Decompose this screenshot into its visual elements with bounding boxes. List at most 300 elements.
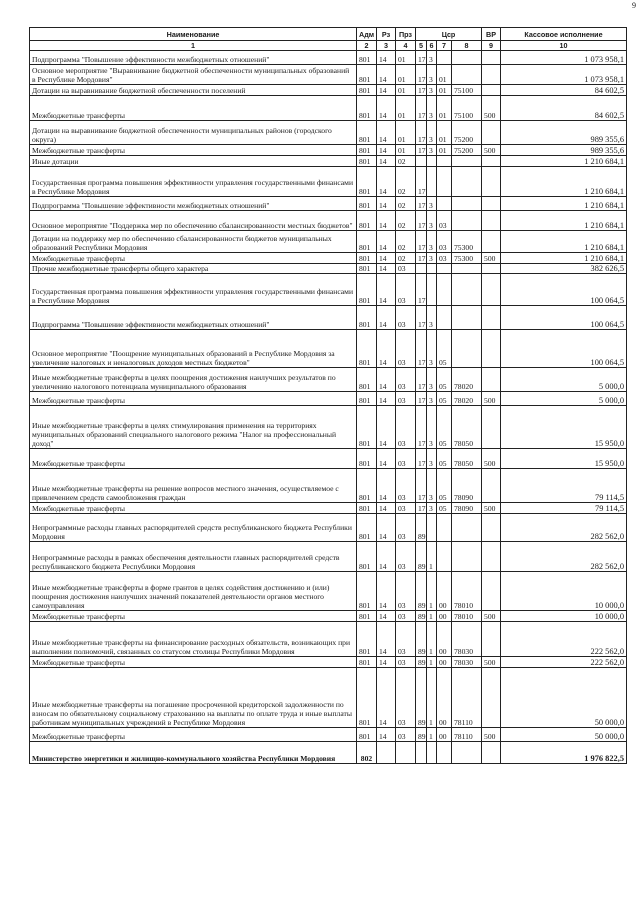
row-csr-program-cell: 17 xyxy=(416,121,427,145)
row-csr-subprogram-cell: 3 xyxy=(427,306,437,330)
row-prz-cell: 03 xyxy=(396,503,416,514)
row-name-cell: Межбюджетные трансферты xyxy=(30,728,357,742)
row-prz-cell: 03 xyxy=(396,572,416,611)
row-vr-cell: 500 xyxy=(482,392,501,406)
row-adm-cell: 801 xyxy=(357,622,377,657)
row-rz-cell: 14 xyxy=(377,274,396,306)
table-row xyxy=(30,742,627,764)
row-amount-cell: 15 950,0 xyxy=(501,406,627,449)
row-name-cell: Основное мероприятие "Выравнивание бюджетной обеспеченности муниципальных образований в Республике Мордовия" xyxy=(30,65,357,85)
row-csr-direction-cell xyxy=(452,65,482,85)
header-name: Наименование xyxy=(30,28,357,41)
row-adm-cell: 801 xyxy=(357,449,377,469)
table-row xyxy=(30,65,627,85)
table-row xyxy=(30,392,627,406)
row-adm-cell: 801 xyxy=(357,211,377,231)
row-csr-event-cell xyxy=(437,156,452,167)
row-rz-cell: 14 xyxy=(377,85,396,96)
row-rz-cell: 14 xyxy=(377,167,396,197)
row-name-cell: Государственная программа повышения эффективности управления государственными финансами в Республике Мордовия xyxy=(30,167,357,197)
row-csr-program-cell: 17 xyxy=(416,306,427,330)
row-csr-event-cell: 05 xyxy=(437,503,452,514)
row-csr-program-cell: 89 xyxy=(416,657,427,668)
row-csr-subprogram-cell: 1 xyxy=(427,668,437,728)
table-row xyxy=(30,657,627,668)
row-vr-cell xyxy=(482,668,501,728)
table-row xyxy=(30,85,627,96)
row-csr-event-cell xyxy=(437,306,452,330)
row-prz-cell: 03 xyxy=(396,368,416,392)
row-csr-event-cell xyxy=(437,274,452,306)
row-amount-cell: 1 210 684,1 xyxy=(501,167,627,197)
row-csr-direction-cell: 78050 xyxy=(452,449,482,469)
row-rz-cell xyxy=(377,742,396,764)
budget-execution-table xyxy=(29,27,627,764)
column-numbers-row xyxy=(30,41,627,51)
row-csr-program-cell: 17 xyxy=(416,406,427,449)
row-vr-cell xyxy=(482,85,501,96)
row-name-cell: Иные межбюджетные трансферты на финансирование расходных обязательств, возникающих при выполнении полномочий, связанных со статусом столицы Республики Мордовия xyxy=(30,622,357,657)
row-csr-subprogram-cell: 3 xyxy=(427,368,437,392)
row-prz-cell: 03 xyxy=(396,406,416,449)
row-rz-cell: 14 xyxy=(377,728,396,742)
row-rz-cell: 14 xyxy=(377,406,396,449)
row-amount-cell: 100 064,5 xyxy=(501,306,627,330)
row-csr-direction-cell xyxy=(452,542,482,572)
row-csr-program-cell: 89 xyxy=(416,514,427,542)
row-amount-cell: 1 976 822,5 xyxy=(501,742,627,764)
column-number: 6 xyxy=(427,41,437,51)
table-row xyxy=(30,121,627,145)
row-amount-cell: 1 073 958,1 xyxy=(501,51,627,65)
row-prz-cell: 01 xyxy=(396,121,416,145)
row-amount-cell: 989 355,6 xyxy=(501,145,627,156)
row-vr-cell xyxy=(482,65,501,85)
row-adm-cell: 801 xyxy=(357,51,377,65)
row-rz-cell: 14 xyxy=(377,121,396,145)
row-csr-event-cell: 01 xyxy=(437,121,452,145)
row-name-cell: Государственная программа повышения эффективности управления государственными финансами в Республике Мордовия xyxy=(30,274,357,306)
row-csr-subprogram-cell: 3 xyxy=(427,85,437,96)
row-name-cell: Непрограммные расходы главных распорядителей средств республиканского бюджета Республики Мордовия xyxy=(30,514,357,542)
row-csr-subprogram-cell: 3 xyxy=(427,392,437,406)
row-csr-program-cell: 89 xyxy=(416,728,427,742)
row-csr-program-cell: 17 xyxy=(416,51,427,65)
row-rz-cell: 14 xyxy=(377,622,396,657)
row-csr-subprogram-cell: 3 xyxy=(427,330,437,368)
table-row xyxy=(30,197,627,211)
row-adm-cell: 801 xyxy=(357,274,377,306)
row-csr-program-cell: 89 xyxy=(416,611,427,622)
row-name-cell: Межбюджетные трансферты xyxy=(30,611,357,622)
row-name-cell: Подпрограмма "Повышение эффективности межбюджетных отношений" xyxy=(30,51,357,65)
table-row xyxy=(30,406,627,449)
row-name-cell: Непрограммные расходы в рамках обеспечения деятельности главных распорядителей средств республиканского бюджета Республики Мордовия xyxy=(30,542,357,572)
row-vr-cell: 500 xyxy=(482,503,501,514)
row-amount-cell: 79 114,5 xyxy=(501,469,627,503)
row-amount-cell: 5 000,0 xyxy=(501,368,627,392)
row-csr-subprogram-cell xyxy=(427,742,437,764)
row-adm-cell: 802 xyxy=(357,742,377,764)
row-csr-program-cell: 17 xyxy=(416,231,427,253)
table-row xyxy=(30,145,627,156)
row-adm-cell: 801 xyxy=(357,65,377,85)
row-adm-cell: 801 xyxy=(357,406,377,449)
row-adm-cell: 801 xyxy=(357,611,377,622)
row-csr-direction-cell xyxy=(452,197,482,211)
table-row xyxy=(30,728,627,742)
row-vr-cell: 500 xyxy=(482,449,501,469)
row-prz-cell: 01 xyxy=(396,96,416,121)
row-csr-program-cell: 17 xyxy=(416,274,427,306)
row-csr-direction-cell: 78030 xyxy=(452,657,482,668)
row-amount-cell: 1 073 958,1 xyxy=(501,65,627,85)
row-amount-cell: 282 562,0 xyxy=(501,542,627,572)
row-vr-cell xyxy=(482,231,501,253)
row-vr-cell: 500 xyxy=(482,728,501,742)
row-vr-cell xyxy=(482,572,501,611)
table-row xyxy=(30,231,627,253)
row-csr-event-cell: 05 xyxy=(437,392,452,406)
row-vr-cell: 500 xyxy=(482,657,501,668)
table-row xyxy=(30,622,627,657)
row-amount-cell: 989 355,6 xyxy=(501,121,627,145)
row-rz-cell: 14 xyxy=(377,211,396,231)
row-amount-cell: 282 562,0 xyxy=(501,514,627,542)
row-csr-program-cell: 17 xyxy=(416,65,427,85)
row-csr-subprogram-cell xyxy=(427,156,437,167)
row-csr-event-cell xyxy=(437,514,452,542)
row-csr-event-cell: 03 xyxy=(437,211,452,231)
row-csr-direction-cell xyxy=(452,306,482,330)
header-adm: Адм xyxy=(357,28,377,41)
row-csr-direction-cell: 78020 xyxy=(452,368,482,392)
row-csr-subprogram-cell xyxy=(427,264,437,274)
row-csr-program-cell: 17 xyxy=(416,197,427,211)
row-rz-cell: 14 xyxy=(377,611,396,622)
row-rz-cell: 14 xyxy=(377,368,396,392)
row-csr-program-cell: 17 xyxy=(416,96,427,121)
row-rz-cell: 14 xyxy=(377,264,396,274)
row-prz-cell: 02 xyxy=(396,197,416,211)
row-csr-direction-cell xyxy=(452,274,482,306)
row-csr-event-cell: 03 xyxy=(437,253,452,264)
row-name-cell: Министерство энергетики и жилищно-коммунального хозяйства Республики Мордовия xyxy=(30,742,357,764)
table-row xyxy=(30,51,627,65)
row-csr-direction-cell: 78110 xyxy=(452,728,482,742)
row-amount-cell: 10 000,0 xyxy=(501,572,627,611)
row-csr-direction-cell: 75100 xyxy=(452,85,482,96)
row-rz-cell: 14 xyxy=(377,156,396,167)
row-csr-program-cell: 17 xyxy=(416,330,427,368)
row-csr-direction-cell: 78090 xyxy=(452,503,482,514)
table-row xyxy=(30,469,627,503)
row-csr-subprogram-cell: 3 xyxy=(427,211,437,231)
row-csr-subprogram-cell: 3 xyxy=(427,231,437,253)
row-prz-cell: 02 xyxy=(396,167,416,197)
row-vr-cell xyxy=(482,306,501,330)
table-row xyxy=(30,274,627,306)
row-prz-cell: 03 xyxy=(396,306,416,330)
row-csr-event-cell: 00 xyxy=(437,572,452,611)
row-vr-cell xyxy=(482,121,501,145)
row-name-cell: Межбюджетные трансферты xyxy=(30,253,357,264)
column-number: 3 xyxy=(377,41,396,51)
row-rz-cell: 14 xyxy=(377,65,396,85)
row-adm-cell: 801 xyxy=(357,96,377,121)
row-rz-cell: 14 xyxy=(377,668,396,728)
row-adm-cell: 801 xyxy=(357,121,377,145)
row-csr-event-cell xyxy=(437,742,452,764)
row-csr-event-cell: 01 xyxy=(437,145,452,156)
row-name-cell: Подпрограмма "Повышение эффективности межбюджетных отношений" xyxy=(30,306,357,330)
row-csr-event-cell: 01 xyxy=(437,96,452,121)
table-row xyxy=(30,211,627,231)
table-row xyxy=(30,330,627,368)
column-number: 7 xyxy=(437,41,452,51)
row-csr-program-cell: 89 xyxy=(416,572,427,611)
row-vr-cell xyxy=(482,406,501,449)
row-csr-direction-cell: 75200 xyxy=(452,145,482,156)
row-rz-cell: 14 xyxy=(377,197,396,211)
row-adm-cell: 801 xyxy=(357,657,377,668)
row-prz-cell: 03 xyxy=(396,611,416,622)
row-csr-subprogram-cell: 3 xyxy=(427,51,437,65)
row-amount-cell: 1 210 684,1 xyxy=(501,156,627,167)
row-adm-cell: 801 xyxy=(357,197,377,211)
header-csr: Цср xyxy=(416,28,482,41)
row-csr-program-cell: 17 xyxy=(416,449,427,469)
row-amount-cell: 222 562,0 xyxy=(501,622,627,657)
row-adm-cell: 801 xyxy=(357,368,377,392)
row-vr-cell xyxy=(482,542,501,572)
row-amount-cell: 1 210 684,1 xyxy=(501,231,627,253)
row-adm-cell: 801 xyxy=(357,330,377,368)
row-csr-direction-cell: 78050 xyxy=(452,406,482,449)
row-prz-cell: 02 xyxy=(396,156,416,167)
row-rz-cell: 14 xyxy=(377,51,396,65)
row-prz-cell: 03 xyxy=(396,622,416,657)
row-prz-cell: 03 xyxy=(396,449,416,469)
row-rz-cell: 14 xyxy=(377,330,396,368)
row-csr-event-cell: 00 xyxy=(437,657,452,668)
row-prz-cell: 02 xyxy=(396,231,416,253)
row-csr-program-cell: 89 xyxy=(416,622,427,657)
row-csr-program-cell: 17 xyxy=(416,167,427,197)
row-csr-subprogram-cell: 3 xyxy=(427,145,437,156)
row-prz-cell: 03 xyxy=(396,330,416,368)
row-name-cell: Основное мероприятие "Поддержка мер по обеспечению сбалансированности местных бюджетов" xyxy=(30,211,357,231)
row-csr-program-cell: 17 xyxy=(416,85,427,96)
row-csr-direction-cell: 78010 xyxy=(452,572,482,611)
row-vr-cell xyxy=(482,274,501,306)
row-csr-subprogram-cell: 1 xyxy=(427,728,437,742)
row-vr-cell xyxy=(482,156,501,167)
row-name-cell: Межбюджетные трансферты xyxy=(30,145,357,156)
row-amount-cell: 382 626,5 xyxy=(501,264,627,274)
table-row xyxy=(30,264,627,274)
row-amount-cell: 1 210 684,1 xyxy=(501,253,627,264)
table-body xyxy=(30,51,627,764)
row-csr-event-cell xyxy=(437,542,452,572)
row-vr-cell xyxy=(482,514,501,542)
row-csr-event-cell: 00 xyxy=(437,668,452,728)
row-csr-event-cell: 01 xyxy=(437,65,452,85)
table-row xyxy=(30,96,627,121)
row-csr-event-cell: 05 xyxy=(437,469,452,503)
row-csr-subprogram-cell xyxy=(427,514,437,542)
row-name-cell: Межбюджетные трансферты xyxy=(30,657,357,668)
row-csr-event-cell: 01 xyxy=(437,85,452,96)
row-adm-cell: 801 xyxy=(357,728,377,742)
table-row xyxy=(30,449,627,469)
table-row xyxy=(30,167,627,197)
row-csr-program-cell: 17 xyxy=(416,368,427,392)
row-csr-subprogram-cell: 3 xyxy=(427,121,437,145)
row-rz-cell: 14 xyxy=(377,514,396,542)
header-exec: Кассовое исполнение xyxy=(501,28,627,41)
row-csr-program-cell: 17 xyxy=(416,503,427,514)
row-vr-cell xyxy=(482,264,501,274)
row-name-cell: Дотации на выравнивание бюджетной обеспеченности муниципальных районов (городского округа) xyxy=(30,121,357,145)
row-name-cell: Межбюджетные трансферты xyxy=(30,449,357,469)
row-vr-cell xyxy=(482,742,501,764)
row-csr-subprogram-cell: 1 xyxy=(427,572,437,611)
row-csr-direction-cell xyxy=(452,211,482,231)
row-csr-direction-cell xyxy=(452,156,482,167)
row-rz-cell: 14 xyxy=(377,542,396,572)
row-csr-event-cell: 05 xyxy=(437,368,452,392)
row-csr-direction-cell xyxy=(452,514,482,542)
row-csr-event-cell xyxy=(437,51,452,65)
row-prz-cell: 03 xyxy=(396,728,416,742)
row-csr-subprogram-cell: 3 xyxy=(427,96,437,121)
row-csr-event-cell: 05 xyxy=(437,449,452,469)
row-csr-direction-cell: 75100 xyxy=(452,96,482,121)
row-csr-subprogram-cell: 1 xyxy=(427,657,437,668)
row-prz-cell: 01 xyxy=(396,51,416,65)
row-rz-cell: 14 xyxy=(377,449,396,469)
row-adm-cell: 801 xyxy=(357,156,377,167)
column-number: 2 xyxy=(357,41,377,51)
row-amount-cell: 84 602,5 xyxy=(501,96,627,121)
header-vr: ВР xyxy=(482,28,501,41)
row-adm-cell: 801 xyxy=(357,264,377,274)
row-amount-cell: 1 210 684,1 xyxy=(501,211,627,231)
row-vr-cell xyxy=(482,368,501,392)
row-csr-program-cell xyxy=(416,264,427,274)
row-csr-subprogram-cell: 3 xyxy=(427,503,437,514)
row-adm-cell: 801 xyxy=(357,572,377,611)
table-row xyxy=(30,306,627,330)
row-rz-cell: 14 xyxy=(377,145,396,156)
column-number: 1 xyxy=(30,41,357,51)
row-prz-cell: 01 xyxy=(396,145,416,156)
row-amount-cell: 222 562,0 xyxy=(501,657,627,668)
table-header xyxy=(30,28,627,51)
row-rz-cell: 14 xyxy=(377,503,396,514)
row-name-cell: Иные межбюджетные трансферты в форме грантов в целях содействия достижению и (или) поощрения достижения наилучших значений показателей деятельности органов местного самоуправления xyxy=(30,572,357,611)
row-name-cell: Иные межбюджетные трансферты на погашение просроченной кредиторской задолженности по взносам по обязательному социальному страхованию на выплаты по оплате труда и иные выплаты работникам муниципальных учреждений в Республике Мордовия xyxy=(30,668,357,728)
row-rz-cell: 14 xyxy=(377,469,396,503)
row-amount-cell: 84 602,5 xyxy=(501,85,627,96)
row-csr-direction-cell: 75200 xyxy=(452,121,482,145)
row-name-cell: Иные межбюджетные трансферты на решение вопросов местного значения, осуществляемое с привлечением средств самообложения граждан xyxy=(30,469,357,503)
row-amount-cell: 50 000,0 xyxy=(501,728,627,742)
row-adm-cell: 801 xyxy=(357,167,377,197)
row-prz-cell: 03 xyxy=(396,264,416,274)
row-csr-subprogram-cell xyxy=(427,167,437,197)
row-vr-cell: 500 xyxy=(482,96,501,121)
row-csr-subprogram-cell: 3 xyxy=(427,449,437,469)
table-row xyxy=(30,503,627,514)
row-name-cell: Основное мероприятие "Поощрение муниципальных образований в Республике Мордовия за увеличение налоговых и неналоговых доходов местных бюджетов" xyxy=(30,330,357,368)
table-row xyxy=(30,668,627,728)
row-name-cell: Дотации на выравнивание бюджетной обеспеченности поселений xyxy=(30,85,357,96)
table-row xyxy=(30,572,627,611)
row-amount-cell: 100 064,5 xyxy=(501,274,627,306)
row-amount-cell: 10 000,0 xyxy=(501,611,627,622)
row-prz-cell: 03 xyxy=(396,668,416,728)
row-csr-event-cell: 00 xyxy=(437,611,452,622)
table-row xyxy=(30,156,627,167)
row-prz-cell: 01 xyxy=(396,85,416,96)
row-vr-cell xyxy=(482,469,501,503)
row-rz-cell: 14 xyxy=(377,96,396,121)
row-name-cell: Прочие межбюджетные трансферты общего характера xyxy=(30,264,357,274)
row-csr-event-cell: 00 xyxy=(437,728,452,742)
row-prz-cell: 03 xyxy=(396,657,416,668)
row-vr-cell xyxy=(482,211,501,231)
row-vr-cell xyxy=(482,197,501,211)
row-vr-cell xyxy=(482,167,501,197)
column-number: 5 xyxy=(416,41,427,51)
row-csr-event-cell: 03 xyxy=(437,231,452,253)
row-rz-cell: 14 xyxy=(377,253,396,264)
row-csr-event-cell: 05 xyxy=(437,406,452,449)
row-prz-cell: 02 xyxy=(396,253,416,264)
row-csr-direction-cell xyxy=(452,742,482,764)
row-adm-cell: 801 xyxy=(357,514,377,542)
row-vr-cell xyxy=(482,51,501,65)
row-prz-cell: 02 xyxy=(396,211,416,231)
row-csr-subprogram-cell: 1 xyxy=(427,611,437,622)
row-csr-program-cell: 17 xyxy=(416,253,427,264)
row-csr-subprogram-cell: 3 xyxy=(427,65,437,85)
row-csr-subprogram-cell: 1 xyxy=(427,542,437,572)
row-prz-cell: 03 xyxy=(396,542,416,572)
row-adm-cell: 801 xyxy=(357,469,377,503)
row-name-cell: Иные межбюджетные трансферты в целях поощрения достижения наилучших результатов по увеличению налогового потенциала муниципального образования xyxy=(30,368,357,392)
row-amount-cell: 15 950,0 xyxy=(501,449,627,469)
row-rz-cell: 14 xyxy=(377,657,396,668)
row-prz-cell: 03 xyxy=(396,514,416,542)
row-csr-event-cell xyxy=(437,167,452,197)
row-csr-direction-cell: 78010 xyxy=(452,611,482,622)
row-adm-cell: 801 xyxy=(357,306,377,330)
row-amount-cell: 5 000,0 xyxy=(501,392,627,406)
row-csr-event-cell: 05 xyxy=(437,330,452,368)
row-csr-subprogram-cell: 3 xyxy=(427,197,437,211)
row-prz-cell xyxy=(396,742,416,764)
row-csr-direction-cell xyxy=(452,51,482,65)
row-csr-subprogram-cell: 3 xyxy=(427,406,437,449)
row-name-cell: Межбюджетные трансферты xyxy=(30,96,357,121)
table-row xyxy=(30,253,627,264)
row-csr-direction-cell: 75300 xyxy=(452,231,482,253)
row-rz-cell: 14 xyxy=(377,572,396,611)
row-adm-cell: 801 xyxy=(357,503,377,514)
